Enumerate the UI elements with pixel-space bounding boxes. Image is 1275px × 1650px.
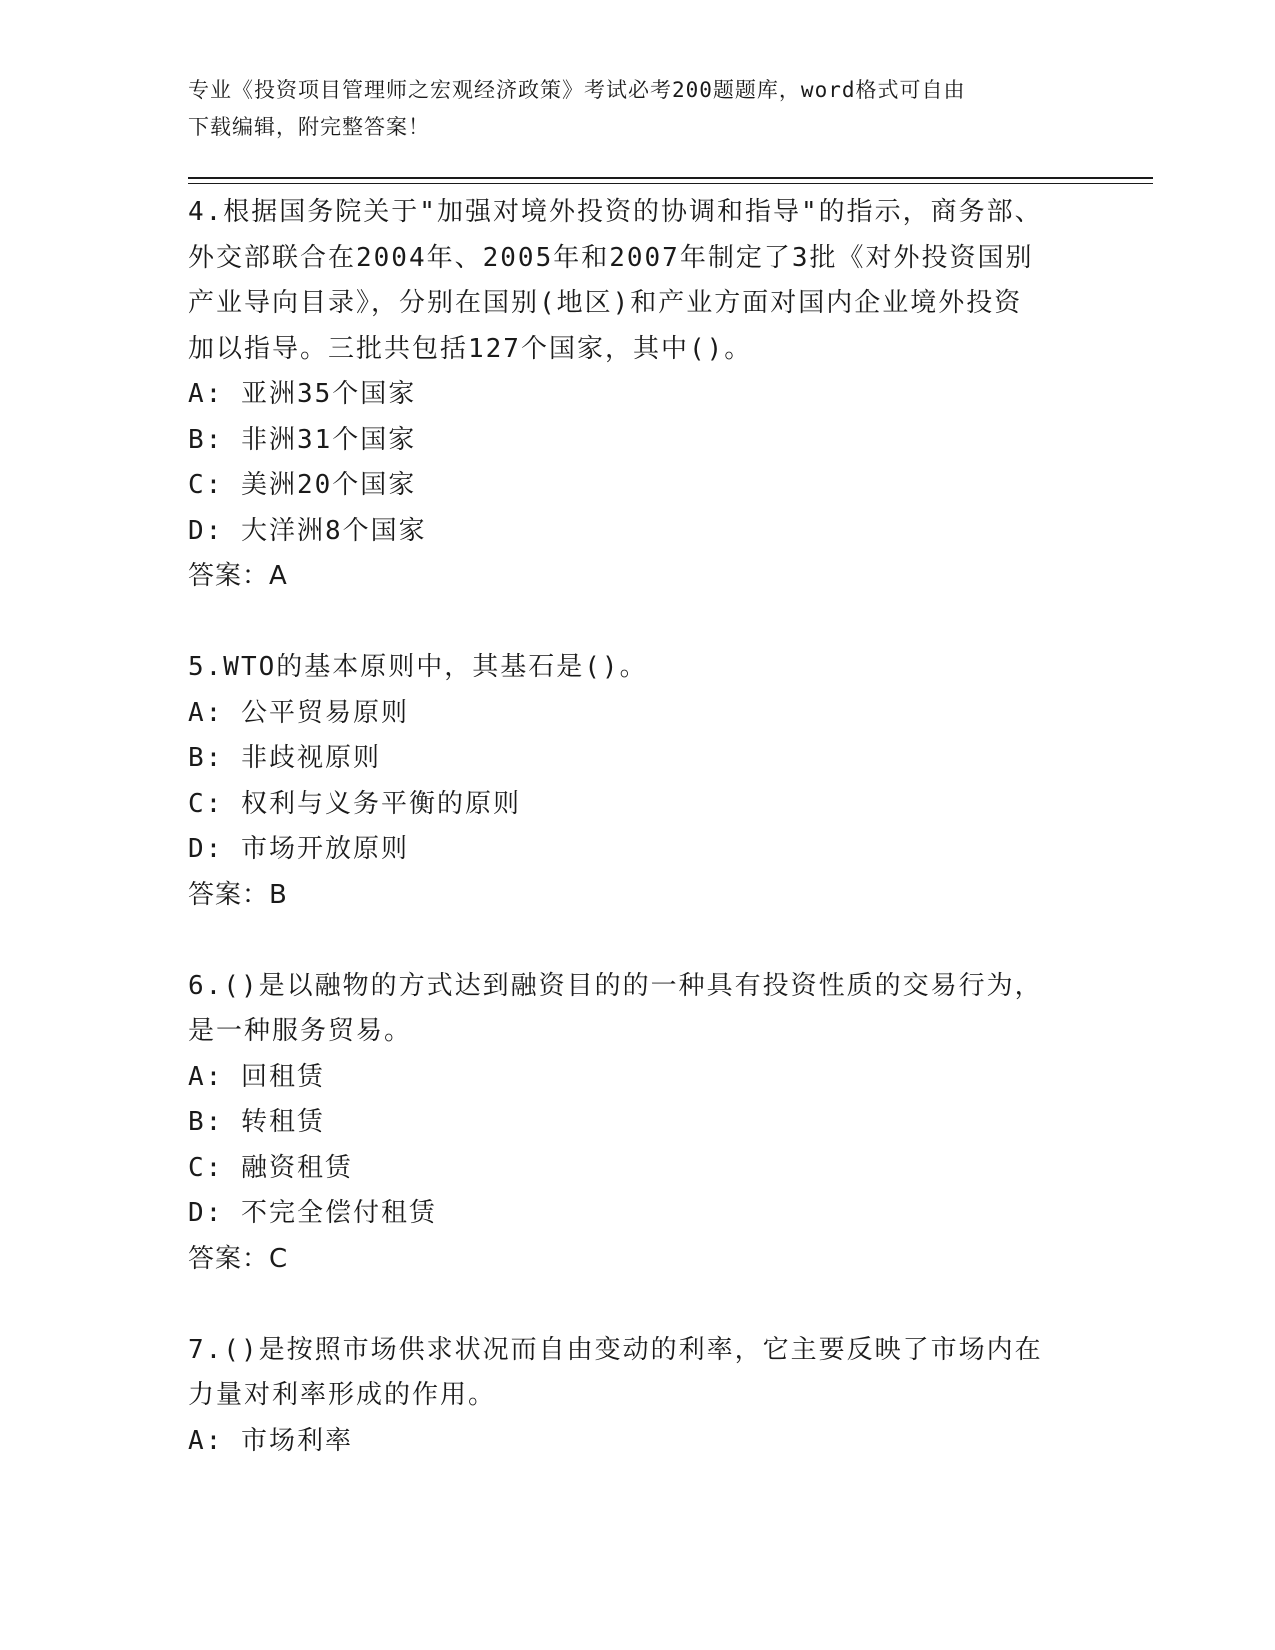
option-b: B: 非洲31个国家 xyxy=(188,424,417,455)
option-c: C: 美洲20个国家 xyxy=(188,470,417,500)
option-c: C: 权利与义务平衡的原则 xyxy=(188,788,521,819)
question-text: 力量对利率形成的作用。 xyxy=(188,1380,497,1410)
option-a: A: 回租赁 xyxy=(188,1061,325,1092)
header-line: 专业《投资项目管理师之宏观经济政策》考试必考200题题库，word格式可自由 xyxy=(188,78,966,102)
question-text: 外交部联合在2004年、2005年和2007年制定了3批《对外投资国别 xyxy=(188,242,1034,273)
question-block xyxy=(188,190,1088,600)
header-divider xyxy=(188,183,1153,184)
answer-text: 答案：B xyxy=(188,879,288,910)
option-a: A: 公平贸易原则 xyxy=(188,697,409,728)
option-a: A: 亚洲35个国家 xyxy=(188,379,417,409)
question-text: 6.()是以融物的方式达到融资目的的一种具有投资性质的交易行为， xyxy=(188,970,1043,1001)
header-divider xyxy=(188,177,1153,179)
option-d: D: 市场开放原则 xyxy=(188,834,409,864)
option-a: A: 市场利率 xyxy=(188,1425,353,1456)
option-d: D: 不完全偿付租赁 xyxy=(188,1198,437,1228)
question-block xyxy=(188,964,1088,1283)
spacer xyxy=(188,600,1088,646)
spacer xyxy=(188,918,1088,964)
option-b: B: 转租赁 xyxy=(188,1107,325,1137)
answer-text: 答案：C xyxy=(188,1243,289,1274)
option-c: C: 融资租赁 xyxy=(188,1152,353,1183)
question-text: 是一种服务贸易。 xyxy=(188,1016,413,1046)
question-text: 加以指导。三批共包括127个国家，其中()。 xyxy=(188,333,753,364)
question-text: 7.()是按照市场供求状况而自由变动的利率，它主要反映了市场内在 xyxy=(188,1334,1043,1365)
document-header xyxy=(188,72,1088,146)
spacer xyxy=(188,1282,1088,1328)
option-d: D: 大洋洲8个国家 xyxy=(188,515,427,546)
question-block xyxy=(188,645,1088,918)
question-text: 4.根据国务院关于"加强对境外投资的协调和指导"的指示，商务部、 xyxy=(188,197,1043,227)
option-b: B: 非歧视原则 xyxy=(188,743,381,773)
question-list xyxy=(188,190,1088,1464)
question-text: 5.WTO的基本原则中，其基石是()。 xyxy=(188,652,648,682)
question-block xyxy=(188,1328,1088,1465)
question-text: 产业导向目录》，分别在国别(地区)和产业方面对国内企业境外投资 xyxy=(188,288,1023,318)
answer-text: 答案：A xyxy=(188,561,288,591)
header-line: 下载编辑，附完整答案！ xyxy=(188,115,430,139)
